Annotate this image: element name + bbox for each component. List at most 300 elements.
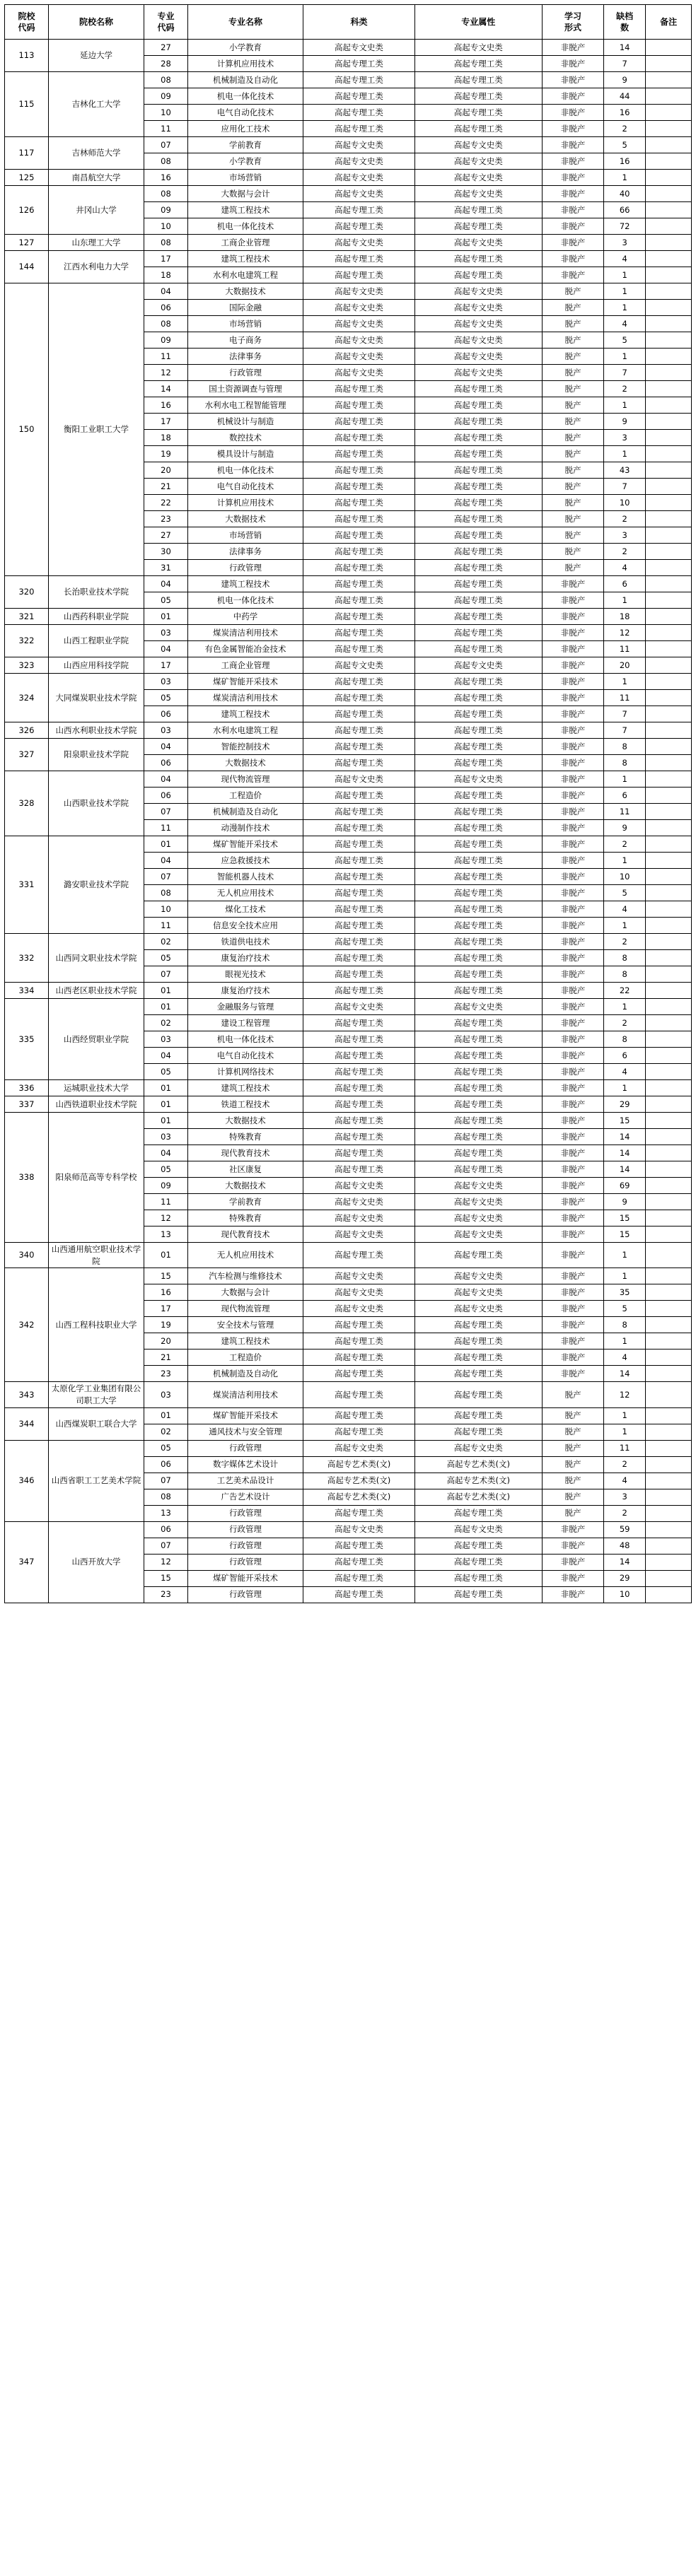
cell-major-name: 行政管理: [187, 1521, 303, 1538]
cell-attribute: 高起专理工类: [414, 739, 542, 755]
cell-subject: 高起专理工类: [303, 592, 415, 609]
cell-attribute: 高起专理工类: [414, 430, 542, 446]
cell-remark: [646, 1440, 692, 1456]
cell-vacancy: 15: [604, 1226, 646, 1243]
cell-subject: 高起专理工类: [303, 381, 415, 397]
cell-attribute: 高起专文史类: [414, 235, 542, 251]
cell-attribute: 高起专理工类: [414, 1161, 542, 1178]
cell-study-form: 非脱产: [542, 1521, 603, 1538]
cell-major-name: 数控技术: [187, 430, 303, 446]
cell-school-name: 阳泉职业技术学院: [48, 739, 144, 771]
cell-major-name: 工商企业管理: [187, 657, 303, 674]
cell-attribute: 高起专文史类: [414, 332, 542, 349]
cell-vacancy: 1: [604, 674, 646, 690]
cell-attribute: 高起专理工类: [414, 479, 542, 495]
cell-remark: [646, 186, 692, 202]
cell-study-form: 非脱产: [542, 836, 603, 853]
cell-study-form: 脱产: [542, 560, 603, 576]
cell-major-code: 07: [144, 869, 188, 885]
cell-study-form: 非脱产: [542, 820, 603, 836]
cell-subject: 高起专理工类: [303, 72, 415, 88]
cell-vacancy: 1: [604, 170, 646, 186]
table-row: [5, 609, 692, 625]
cell-school-name: 大同煤炭职业技术学院: [48, 674, 144, 722]
cell-attribute: 高起专理工类: [414, 381, 542, 397]
cell-attribute: 高起专理工类: [414, 1129, 542, 1145]
cell-vacancy: 10: [604, 1586, 646, 1603]
cell-remark: [646, 1080, 692, 1096]
cell-remark: [646, 1048, 692, 1064]
cell-study-form: 脱产: [542, 430, 603, 446]
cell-subject: 高起专艺术类(文): [303, 1489, 415, 1505]
cell-vacancy: 72: [604, 218, 646, 235]
cell-major-code: 13: [144, 1505, 188, 1521]
cell-subject: 高起专理工类: [303, 218, 415, 235]
cell-subject: 高起专文史类: [303, 1284, 415, 1301]
cell-study-form: 非脱产: [542, 983, 603, 999]
cell-attribute: 高起专理工类: [414, 88, 542, 105]
cell-major-name: 学前教育: [187, 137, 303, 153]
cell-vacancy: 1: [604, 592, 646, 609]
cell-attribute: 高起专艺术类(文): [414, 1473, 542, 1489]
cell-subject: 高起专理工类: [303, 674, 415, 690]
cell-study-form: 非脱产: [542, 690, 603, 706]
cell-major-code: 20: [144, 1333, 188, 1350]
cell-major-name: 煤炭清洁利用技术: [187, 1382, 303, 1407]
cell-major-code: 06: [144, 1521, 188, 1538]
cell-study-form: 脱产: [542, 527, 603, 544]
cell-school-code: 144: [5, 251, 49, 283]
cell-subject: 高起专文史类: [303, 332, 415, 349]
cell-major-name: 煤矿智能开采技术: [187, 1407, 303, 1424]
cell-study-form: 非脱产: [542, 657, 603, 674]
cell-major-code: 03: [144, 1031, 188, 1048]
cell-vacancy: 35: [604, 1284, 646, 1301]
table-row: [5, 576, 692, 592]
cell-school-name: 南昌航空大学: [48, 170, 144, 186]
cell-remark: [646, 869, 692, 885]
cell-major-name: 水利水电工程智能管理: [187, 397, 303, 414]
cell-remark: [646, 755, 692, 771]
cell-major-name: 水利水电建筑工程: [187, 267, 303, 283]
cell-attribute: 高起专文史类: [414, 1301, 542, 1317]
cell-major-name: 机械制造及自动化: [187, 1366, 303, 1382]
cell-major-name: 计算机网络技术: [187, 1064, 303, 1080]
cell-major-name: 机电一体化技术: [187, 462, 303, 479]
cell-remark: [646, 739, 692, 755]
cell-vacancy: 40: [604, 186, 646, 202]
cell-school-name: 太原化学工业集团有限公司职工大学: [48, 1382, 144, 1407]
cell-remark: [646, 446, 692, 462]
cell-attribute: 高起专理工类: [414, 527, 542, 544]
cell-vacancy: 20: [604, 657, 646, 674]
cell-attribute: 高起专理工类: [414, 1382, 542, 1407]
cell-vacancy: 4: [604, 316, 646, 332]
cell-attribute: 高起专理工类: [414, 722, 542, 739]
cell-subject: 高起专理工类: [303, 527, 415, 544]
cell-vacancy: 59: [604, 1521, 646, 1538]
cell-subject: 高起专文史类: [303, 349, 415, 365]
cell-study-form: 非脱产: [542, 999, 603, 1015]
cell-major-code: 01: [144, 1096, 188, 1113]
cell-vacancy: 14: [604, 1145, 646, 1161]
cell-attribute: 高起专理工类: [414, 576, 542, 592]
cell-school-code: 125: [5, 170, 49, 186]
cell-remark: [646, 934, 692, 950]
cell-subject: 高起专文史类: [303, 316, 415, 332]
cell-major-name: 煤炭清洁利用技术: [187, 690, 303, 706]
cell-study-form: 脱产: [542, 479, 603, 495]
cell-attribute: 高起专理工类: [414, 983, 542, 999]
cell-major-name: 大数据与会计: [187, 1284, 303, 1301]
cell-subject: 高起专文史类: [303, 283, 415, 300]
table-row: [5, 137, 692, 153]
cell-study-form: 非脱产: [542, 1194, 603, 1210]
cell-vacancy: 14: [604, 1161, 646, 1178]
cell-attribute: 高起专理工类: [414, 950, 542, 966]
cell-study-form: 非脱产: [542, 267, 603, 283]
cell-remark: [646, 365, 692, 381]
cell-study-form: 非脱产: [542, 1333, 603, 1350]
cell-vacancy: 4: [604, 251, 646, 267]
cell-major-name: 无人机应用技术: [187, 885, 303, 901]
cell-attribute: 高起专理工类: [414, 1064, 542, 1080]
table-row: [5, 771, 692, 788]
cell-study-form: 非脱产: [542, 755, 603, 771]
cell-subject: 高起专理工类: [303, 820, 415, 836]
table-row: [5, 934, 692, 950]
cell-attribute: 高起专理工类: [414, 560, 542, 576]
cell-study-form: 非脱产: [542, 251, 603, 267]
cell-vacancy: 7: [604, 706, 646, 722]
cell-subject: 高起专理工类: [303, 983, 415, 999]
cell-subject: 高起专理工类: [303, 576, 415, 592]
cell-attribute: 高起专理工类: [414, 1554, 542, 1570]
cell-major-code: 08: [144, 72, 188, 88]
cell-remark: [646, 1268, 692, 1284]
cell-major-name: 国土资源调查与管理: [187, 381, 303, 397]
cell-school-name: 山西应用科技学院: [48, 657, 144, 674]
cell-vacancy: 2: [604, 1456, 646, 1473]
cell-school-code: 323: [5, 657, 49, 674]
cell-remark: [646, 1570, 692, 1586]
cell-remark: [646, 88, 692, 105]
header-text-major-code: 专业 代码: [157, 11, 175, 33]
cell-school-name: 江西水利电力大学: [48, 251, 144, 283]
cell-study-form: 非脱产: [542, 235, 603, 251]
cell-major-name: 市场营销: [187, 527, 303, 544]
cell-major-code: 11: [144, 121, 188, 137]
cell-major-name: 动漫制作技术: [187, 820, 303, 836]
cell-subject: 高起专文史类: [303, 657, 415, 674]
cell-attribute: 高起专理工类: [414, 1031, 542, 1048]
cell-subject: 高起专理工类: [303, 1113, 415, 1129]
cell-attribute: 高起专理工类: [414, 901, 542, 918]
cell-remark: [646, 267, 692, 283]
cell-school-name: 山西铁道职业技术学院: [48, 1096, 144, 1113]
cell-school-code: 321: [5, 609, 49, 625]
cell-remark: [646, 609, 692, 625]
cell-remark: [646, 1301, 692, 1317]
table-row: [5, 1440, 692, 1456]
cell-vacancy: 2: [604, 1015, 646, 1031]
cell-subject: 高起专文史类: [303, 1210, 415, 1226]
cell-major-code: 05: [144, 592, 188, 609]
cell-vacancy: 18: [604, 609, 646, 625]
cell-major-code: 03: [144, 1382, 188, 1407]
cell-vacancy: 10: [604, 869, 646, 885]
cell-remark: [646, 1317, 692, 1333]
cell-major-name: 煤矿智能开采技术: [187, 836, 303, 853]
cell-major-code: 08: [144, 235, 188, 251]
cell-major-name: 建设工程管理: [187, 1015, 303, 1031]
cell-major-code: 04: [144, 1145, 188, 1161]
cell-attribute: 高起专理工类: [414, 690, 542, 706]
cell-school-name: 山西工程科技职业大学: [48, 1268, 144, 1382]
cell-major-code: 19: [144, 1317, 188, 1333]
cell-remark: [646, 121, 692, 137]
cell-major-code: 06: [144, 1456, 188, 1473]
cell-major-name: 行政管理: [187, 1505, 303, 1521]
cell-major-name: 煤矿智能开采技术: [187, 1570, 303, 1586]
cell-major-name: 数字媒体艺术设计: [187, 1456, 303, 1473]
table-row: [5, 739, 692, 755]
cell-vacancy: 9: [604, 1194, 646, 1210]
cell-school-name: 山西开放大学: [48, 1521, 144, 1603]
cell-major-name: 机电一体化技术: [187, 218, 303, 235]
cell-vacancy: 69: [604, 1178, 646, 1194]
cell-vacancy: 14: [604, 1366, 646, 1382]
cell-major-name: 市场营销: [187, 316, 303, 332]
cell-study-form: 非脱产: [542, 788, 603, 804]
cell-subject: 高起专理工类: [303, 625, 415, 641]
cell-major-code: 04: [144, 853, 188, 869]
cell-subject: 高起专理工类: [303, 1096, 415, 1113]
cell-attribute: 高起专理工类: [414, 1096, 542, 1113]
cell-remark: [646, 462, 692, 479]
cell-remark: [646, 251, 692, 267]
cell-subject: 高起专理工类: [303, 869, 415, 885]
cell-school-name: 山西同文职业技术学院: [48, 934, 144, 983]
cell-subject: 高起专理工类: [303, 462, 415, 479]
cell-school-code: 150: [5, 283, 49, 576]
cell-school-code: 113: [5, 40, 49, 72]
cell-school-code: 322: [5, 625, 49, 657]
table-row: [5, 999, 692, 1015]
cell-remark: [646, 1554, 692, 1570]
cell-study-form: 脱产: [542, 332, 603, 349]
cell-remark: [646, 1284, 692, 1301]
cell-remark: [646, 1473, 692, 1489]
cell-subject: 高起专理工类: [303, 511, 415, 527]
cell-attribute: 高起专文史类: [414, 1210, 542, 1226]
cell-vacancy: 1: [604, 446, 646, 462]
cell-subject: 高起专理工类: [303, 722, 415, 739]
cell-remark: [646, 1064, 692, 1080]
cell-vacancy: 1: [604, 853, 646, 869]
cell-study-form: 非脱产: [542, 153, 603, 170]
cell-subject: 高起专理工类: [303, 609, 415, 625]
cell-major-name: 机械设计与制造: [187, 414, 303, 430]
cell-subject: 高起专文史类: [303, 1521, 415, 1538]
cell-vacancy: 16: [604, 105, 646, 121]
cell-vacancy: 1: [604, 771, 646, 788]
cell-vacancy: 9: [604, 820, 646, 836]
cell-major-name: 应用化工技术: [187, 121, 303, 137]
cell-vacancy: 29: [604, 1096, 646, 1113]
cell-remark: [646, 1096, 692, 1113]
cell-major-code: 11: [144, 820, 188, 836]
cell-subject: 高起专理工类: [303, 1064, 415, 1080]
cell-school-name: 衡阳工业职工大学: [48, 283, 144, 576]
cell-vacancy: 1: [604, 1333, 646, 1350]
cell-major-name: 法律事务: [187, 349, 303, 365]
cell-major-code: 05: [144, 1064, 188, 1080]
cell-major-code: 10: [144, 105, 188, 121]
cell-study-form: 非脱产: [542, 869, 603, 885]
cell-major-code: 06: [144, 300, 188, 316]
cell-subject: 高起专理工类: [303, 479, 415, 495]
cell-study-form: 脱产: [542, 381, 603, 397]
table-row: [5, 72, 692, 88]
table-row: [5, 722, 692, 739]
cell-major-name: 行政管理: [187, 1554, 303, 1570]
cell-study-form: 脱产: [542, 283, 603, 300]
cell-study-form: 非脱产: [542, 918, 603, 934]
cell-study-form: 非脱产: [542, 1366, 603, 1382]
cell-school-code: 332: [5, 934, 49, 983]
cell-vacancy: 3: [604, 1489, 646, 1505]
cell-major-name: 机械制造及自动化: [187, 804, 303, 820]
cell-school-code: 336: [5, 1080, 49, 1096]
cell-study-form: 非脱产: [542, 88, 603, 105]
cell-attribute: 高起专理工类: [414, 1048, 542, 1064]
cell-study-form: 脱产: [542, 349, 603, 365]
cell-subject: 高起专理工类: [303, 1243, 415, 1268]
cell-study-form: 非脱产: [542, 1317, 603, 1333]
cell-remark: [646, 235, 692, 251]
cell-vacancy: 1: [604, 1424, 646, 1440]
cell-attribute: 高起专文史类: [414, 1226, 542, 1243]
cell-major-code: 01: [144, 609, 188, 625]
cell-vacancy: 29: [604, 1570, 646, 1586]
cell-study-form: 非脱产: [542, 739, 603, 755]
cell-remark: [646, 202, 692, 218]
cell-remark: [646, 414, 692, 430]
cell-remark: [646, 1226, 692, 1243]
cell-vacancy: 7: [604, 722, 646, 739]
cell-attribute: 高起专文史类: [414, 1268, 542, 1284]
cell-school-name: 山西经贸职业学院: [48, 999, 144, 1080]
cell-attribute: 高起专理工类: [414, 1243, 542, 1268]
table-row: [5, 1268, 692, 1284]
cell-major-name: 建筑工程技术: [187, 251, 303, 267]
cell-major-code: 04: [144, 576, 188, 592]
cell-school-code: 338: [5, 1113, 49, 1243]
cell-attribute: 高起专理工类: [414, 105, 542, 121]
cell-study-form: 非脱产: [542, 853, 603, 869]
cell-study-form: 脱产: [542, 446, 603, 462]
header-text-study-form: 学习 形式: [564, 11, 581, 33]
cell-attribute: 高起专理工类: [414, 446, 542, 462]
cell-major-code: 07: [144, 804, 188, 820]
cell-vacancy: 2: [604, 381, 646, 397]
cell-vacancy: 3: [604, 527, 646, 544]
table-row: [5, 283, 692, 300]
cell-subject: 高起专理工类: [303, 544, 415, 560]
cell-vacancy: 2: [604, 1505, 646, 1521]
cell-remark: [646, 1210, 692, 1226]
cell-remark: [646, 804, 692, 820]
cell-major-code: 11: [144, 918, 188, 934]
cell-attribute: 高起专理工类: [414, 869, 542, 885]
cell-major-name: 信息安全技术应用: [187, 918, 303, 934]
cell-vacancy: 4: [604, 1473, 646, 1489]
table-row: [5, 1096, 692, 1113]
cell-study-form: 非脱产: [542, 1210, 603, 1226]
cell-subject: 高起专理工类: [303, 1570, 415, 1586]
cell-remark: [646, 397, 692, 414]
cell-school-code: 117: [5, 137, 49, 170]
cell-study-form: 脱产: [542, 1473, 603, 1489]
table-row: [5, 1382, 692, 1407]
cell-major-name: 建筑工程技术: [187, 202, 303, 218]
cell-subject: 高起专理工类: [303, 1350, 415, 1366]
cell-major-name: 小学教育: [187, 40, 303, 56]
cell-vacancy: 1: [604, 1243, 646, 1268]
cell-attribute: 高起专理工类: [414, 1366, 542, 1382]
column-header-study-form: [542, 5, 603, 40]
cell-study-form: 非脱产: [542, 1031, 603, 1048]
cell-major-code: 05: [144, 950, 188, 966]
cell-major-code: 03: [144, 722, 188, 739]
cell-vacancy: 1: [604, 267, 646, 283]
cell-attribute: 高起专文史类: [414, 40, 542, 56]
cell-study-form: 非脱产: [542, 1538, 603, 1554]
cell-major-name: 行政管理: [187, 1538, 303, 1554]
cell-major-code: 03: [144, 1129, 188, 1145]
cell-remark: [646, 1178, 692, 1194]
table-row: [5, 625, 692, 641]
cell-major-name: 行政管理: [187, 560, 303, 576]
cell-subject: 高起专文史类: [303, 137, 415, 153]
cell-remark: [646, 1424, 692, 1440]
cell-major-name: 行政管理: [187, 365, 303, 381]
table-row: [5, 1113, 692, 1129]
cell-major-name: 眼视光技术: [187, 966, 303, 983]
cell-major-code: 09: [144, 88, 188, 105]
cell-study-form: 非脱产: [542, 576, 603, 592]
cell-major-code: 21: [144, 479, 188, 495]
cell-remark: [646, 1243, 692, 1268]
cell-study-form: 非脱产: [542, 771, 603, 788]
cell-major-code: 08: [144, 153, 188, 170]
cell-school-code: 334: [5, 983, 49, 999]
cell-major-name: 电子商务: [187, 332, 303, 349]
cell-major-code: 06: [144, 706, 188, 722]
cell-school-code: 337: [5, 1096, 49, 1113]
cell-vacancy: 2: [604, 836, 646, 853]
cell-remark: [646, 72, 692, 88]
cell-subject: 高起专理工类: [303, 950, 415, 966]
cell-major-code: 04: [144, 283, 188, 300]
cell-remark: [646, 625, 692, 641]
cell-attribute: 高起专文史类: [414, 1521, 542, 1538]
cell-school-code: 328: [5, 771, 49, 836]
cell-vacancy: 2: [604, 934, 646, 950]
cell-major-code: 02: [144, 1424, 188, 1440]
cell-attribute: 高起专理工类: [414, 202, 542, 218]
